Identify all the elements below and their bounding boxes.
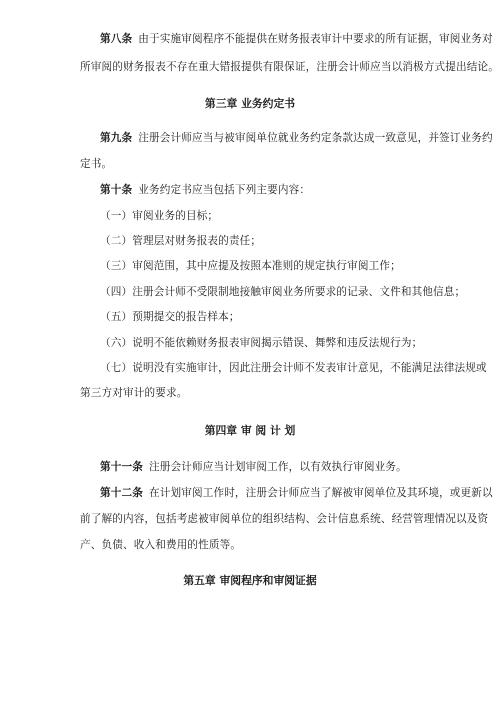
article-9-line-2: 定书。 <box>80 158 113 170</box>
article-12-text-1: 在计划审阅工作时，注册会计师应当了解被审阅单位及其环境，或更新以 <box>148 487 493 499</box>
article-12-line-2: 前了解的内容，包括考虑被审阅单位的组织结构、会计信息系统、经营管理情况以及资 <box>80 513 489 525</box>
article-10-item-4: （四）注册会计师不受限制地接触审阅业务所要求的记录、文件和其他信息； <box>100 286 466 298</box>
chapter-5-heading: 第五章 审阅程序和审阅证据 <box>183 574 317 587</box>
article-10-item-7-cont: 第三方对审计的要求。 <box>80 387 188 399</box>
article-9-line-1 <box>100 131 493 145</box>
article-12-line-1 <box>100 486 493 500</box>
article-12-line-3: 产、负债、收入和费用的性质等。 <box>80 539 242 551</box>
article-10-item-5: （五）预期提交的报告样本； <box>100 311 240 323</box>
article-8-label: 第八条 <box>100 33 133 45</box>
article-8-line-1 <box>100 32 493 46</box>
chapter-4-heading: 第四章 审 阅 计 划 <box>204 424 296 437</box>
chapter-3-heading: 第三章 业务约定书 <box>204 97 296 110</box>
article-10-text-1: 业务约定书应当包括下列主要内容： <box>138 184 311 196</box>
article-12-label: 第十二条 <box>100 487 143 499</box>
article-8-line-2: 所审阅的财务报表不存在重大错报提供有限保证，注册会计师应当以消极方式提出结论。 <box>80 61 500 73</box>
article-10-item-6: （六）说明不能依赖财务报表审阅揭示错误、舞弊和违反法规行为； <box>100 337 423 349</box>
article-10-item-3: （三）审阅范围，其中应提及按照本准则的规定执行审阅工作； <box>100 260 401 272</box>
article-11-text-1: 注册会计师应当计划审阅工作，以有效执行审阅业务。 <box>148 461 407 473</box>
article-10-label: 第十条 <box>100 184 133 196</box>
article-10-item-2: （二）管理层对财务报表的责任； <box>100 235 262 247</box>
article-8-text-1: 由于实施审阅程序不能提供在财务报表审计中要求的所有证据，审阅业务对 <box>138 33 493 45</box>
article-9-text-1: 注册会计师应当与被审阅单位就业务约定条款达成一致意见，并签订业务约 <box>138 132 493 144</box>
article-11-line-1 <box>100 460 470 474</box>
article-10-line-1 <box>100 183 470 197</box>
article-10-item-1: （一）审阅业务的目标； <box>100 210 219 222</box>
article-11-label: 第十一条 <box>100 461 143 473</box>
article-9-label: 第九条 <box>100 132 133 144</box>
article-10-item-7: （七）说明没有实施审计，因此注册会计师不发表审计意见，不能满足法律法规或 <box>100 362 487 374</box>
